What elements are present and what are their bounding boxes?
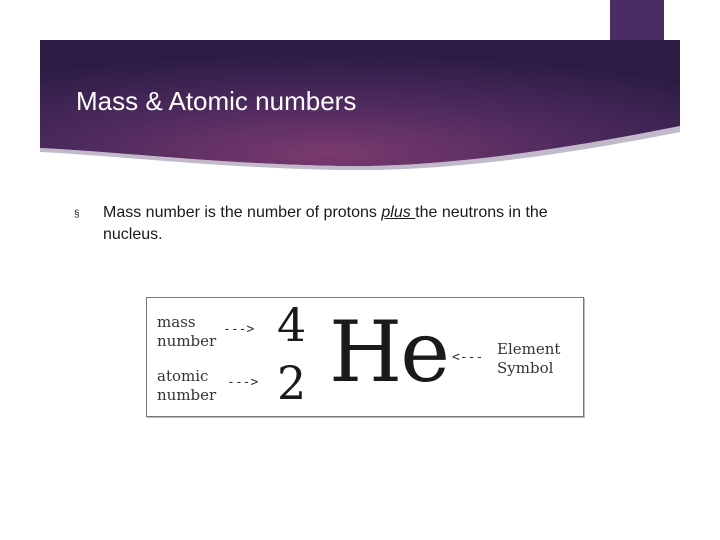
bullet-marker: §: [74, 209, 80, 220]
element-arrow: <---: [452, 350, 484, 365]
mass-number-value: 4: [277, 298, 307, 352]
slide-title: Mass & Atomic numbers: [76, 86, 357, 116]
helium-notation-figure: [146, 297, 584, 417]
mass-number-label: [157, 313, 216, 351]
bullet-text-emphasis: plus: [381, 204, 416, 221]
mass-label-line2: number: [157, 332, 217, 350]
atomic-arrow: --->: [227, 375, 259, 390]
element-symbol-label: [497, 340, 560, 378]
atomic-number-label: [157, 367, 216, 405]
mass-label-line1: mass: [157, 313, 196, 331]
atomic-label-line1: atomic: [157, 367, 209, 385]
element-label-line2: Symbol: [497, 359, 554, 377]
atomic-label-line2: number: [157, 386, 217, 404]
atomic-number-value: 2: [277, 356, 307, 410]
element-label-line1: Element: [497, 340, 561, 358]
bullet-text: [103, 202, 583, 246]
bullet-text-prefix: Mass number is the number of protons: [103, 204, 382, 221]
mass-arrow: --->: [223, 322, 255, 337]
element-symbol: He: [329, 303, 448, 401]
bullet-text-suffix: the neutrons in the nucleus.: [103, 204, 548, 243]
